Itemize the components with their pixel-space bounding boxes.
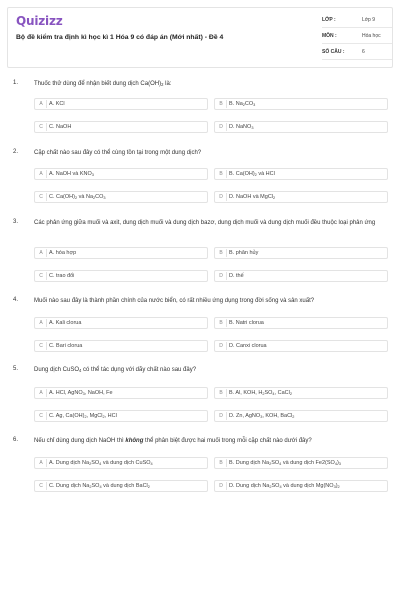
option-d[interactable] — [214, 191, 388, 203]
option-letter: A — [36, 249, 47, 257]
option-text: A. hóa hợp — [49, 250, 77, 256]
worksheet-header — [7, 7, 393, 68]
option-letter: C — [36, 193, 47, 201]
option-b[interactable] — [214, 98, 388, 110]
option-letter: D — [216, 412, 227, 420]
option-letter: D — [216, 123, 227, 131]
meta-value: Lớp 9 — [362, 17, 376, 23]
option-text: D. Canxi clorua — [229, 343, 267, 349]
option-text: C. Dung dịch $Na_2SO_4$ và dung dịch BaCl$_2$ — [49, 483, 150, 489]
option-a[interactable] — [34, 98, 208, 110]
option-text: B. Al, KOH, $H_2SO_4$, CaCl$_2$ — [229, 390, 292, 396]
option-text: A. HCl, AgNO$_3$, NaOH, Fe — [49, 390, 113, 396]
option-text: A. Kali clorua — [49, 320, 82, 326]
option-letter: A — [36, 100, 47, 108]
option-text: B. $Na_2CO_3$ — [229, 101, 256, 107]
option-letter: C — [36, 482, 47, 490]
meta-table — [322, 12, 392, 60]
option-a[interactable] — [34, 457, 208, 469]
question-number: 5. — [13, 366, 19, 372]
option-text: B. Dung dịch $Na_2SO_4$ và dung dịch $Fe2(SO_4)_3$ — [229, 460, 341, 466]
option-text: C. Bari clorua — [49, 343, 83, 349]
question-text: Cặp chất nào sau đây có thể cùng tồn tại trong một dung dịch? — [34, 150, 202, 156]
meta-value: 6 — [362, 49, 365, 55]
option-b[interactable] — [214, 247, 388, 259]
option-text: D. NaOH và MgCl$_2$ — [229, 194, 276, 200]
option-letter: C — [36, 412, 47, 420]
option-d[interactable] — [214, 270, 388, 282]
option-letter: D — [216, 342, 227, 350]
option-letter: C — [36, 342, 47, 350]
question-text: Dung dịch CuSO$_4$ có thể tác dụng với dãy chất nào sau đây? — [34, 367, 197, 373]
option-text: B. phân hủy — [229, 250, 259, 256]
question-text: Thuốc thử dùng để nhận biết dung dịch $Ca(OH)_2$ là: — [34, 81, 172, 87]
page-title: Bộ đề kiểm tra định kì học kì 1 Hóa 9 có đáp án (Mới nhất) - Đề 4 — [16, 34, 224, 41]
option-c[interactable] — [34, 410, 208, 422]
option-letter: D — [216, 482, 227, 490]
option-c[interactable] — [34, 121, 208, 133]
option-letter: B — [216, 249, 227, 257]
meta-label: LỚP : — [322, 17, 336, 23]
option-letter: C — [36, 272, 47, 280]
option-d[interactable] — [214, 480, 388, 492]
meta-row-count — [322, 44, 392, 60]
option-text: D. Zn, AgNO$_3$, KOH, BaCl$_2$ — [229, 413, 295, 419]
option-letter: B — [216, 100, 227, 108]
option-text: C. NaOH — [49, 124, 72, 130]
meta-value: Hóa học — [362, 33, 381, 39]
option-text: B. $Ca(OH)_2$ và HCl — [229, 171, 275, 177]
option-letter: A — [36, 170, 47, 178]
meta-label: SỐ CÂU : — [322, 49, 345, 55]
option-b[interactable] — [214, 457, 388, 469]
option-text: A. NaOH và $KNO_3$ — [49, 171, 94, 177]
question-text: Nếu chỉ dùng dung dịch NaOH thì không thể phân biệt được hai muối trong mỗi cặp chất nào dưới đây? — [34, 438, 312, 444]
question-number: 1. — [13, 80, 19, 86]
option-text: A. Dung dịch $Na_2SO_4$ và dung dịch CuSO$_4$ — [49, 460, 153, 466]
option-letter: C — [36, 123, 47, 131]
option-d[interactable] — [214, 121, 388, 133]
option-letter: B — [216, 389, 227, 397]
option-text: B. Natri clorua — [229, 320, 264, 326]
option-letter: B — [216, 170, 227, 178]
question-text: Các phản ứng giữa muối và axit, dung dịch muối và dung dịch bazơ, dung dịch muối và dung dịch muối đều thuộc loại phản ứng — [34, 220, 376, 226]
option-letter: D — [216, 193, 227, 201]
option-c[interactable] — [34, 480, 208, 492]
meta-label: MÔN : — [322, 33, 337, 39]
option-letter: B — [216, 459, 227, 467]
option-letter: D — [216, 272, 227, 280]
option-letter: A — [36, 319, 47, 327]
option-text: C. Ag, $Ca(OH)_2$, MgCl$_2$, HCl — [49, 413, 117, 419]
option-c[interactable] — [34, 340, 208, 352]
quizizz-logo: Quizizz — [16, 14, 63, 28]
question-text: Muối nào sau đây là thành phần chính của nước biển, có rất nhiều ứng dụng trong đời sống và sản xuất? — [34, 298, 315, 304]
question-number: 6. — [13, 437, 19, 443]
meta-row-subject — [322, 28, 392, 44]
option-c[interactable] — [34, 270, 208, 282]
option-a[interactable] — [34, 168, 208, 180]
option-a[interactable] — [34, 387, 208, 399]
option-text: D. NaNO$_3$ — [229, 124, 254, 130]
option-d[interactable] — [214, 340, 388, 352]
option-d[interactable] — [214, 410, 388, 422]
option-text: D. thế — [229, 273, 244, 279]
option-letter: A — [36, 389, 47, 397]
question-number: 2. — [13, 149, 19, 155]
option-text: C. $Ca(OH)_2$ và $Na_2CO_3$ — [49, 194, 106, 200]
meta-row-grade — [322, 12, 392, 28]
option-letter: B — [216, 319, 227, 327]
option-letter: A — [36, 459, 47, 467]
option-a[interactable] — [34, 247, 208, 259]
option-b[interactable] — [214, 387, 388, 399]
question-number: 4. — [13, 297, 19, 303]
option-text: A. KCl — [49, 101, 65, 107]
option-a[interactable] — [34, 317, 208, 329]
option-c[interactable] — [34, 191, 208, 203]
question-number: 3. — [13, 219, 19, 225]
option-b[interactable] — [214, 317, 388, 329]
option-text: C. trao đổi — [49, 273, 75, 279]
option-text: D. Dung dịch $Na_2SO_4$ và dung dịch $Mg(NO_3)_2$ — [229, 483, 340, 489]
option-b[interactable] — [214, 168, 388, 180]
